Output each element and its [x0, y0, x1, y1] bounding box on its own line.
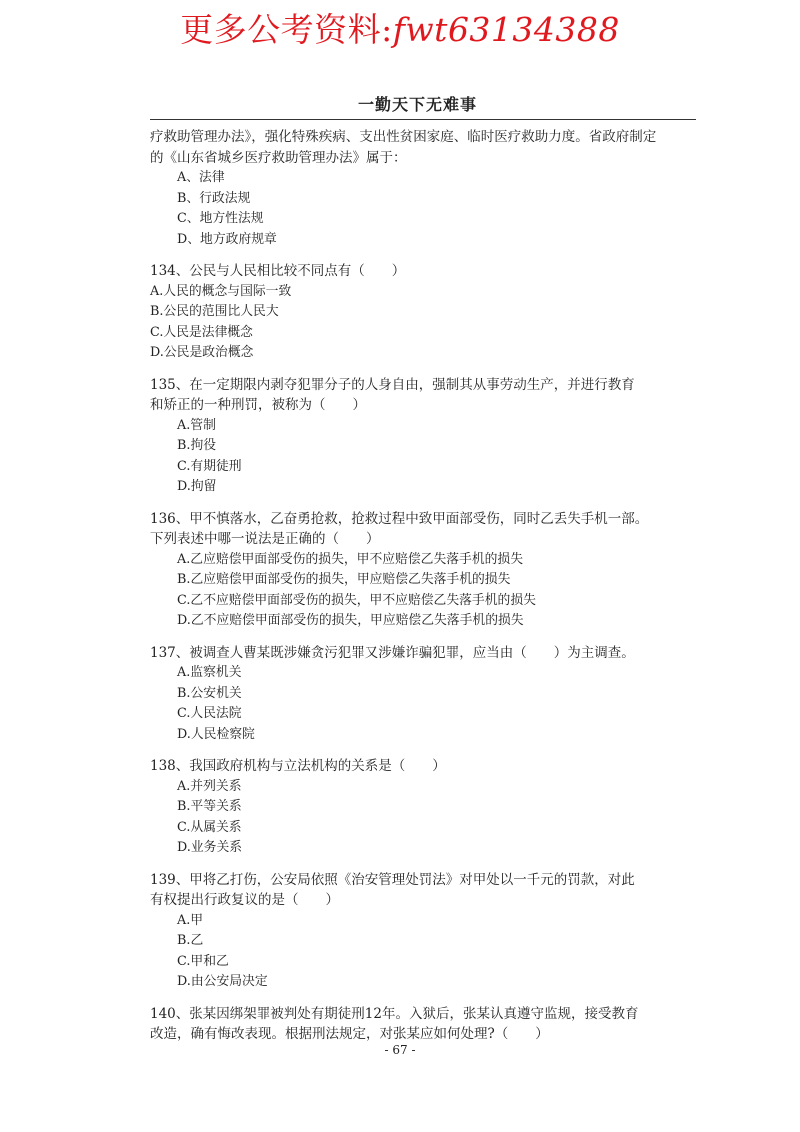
- header-divider: [150, 119, 696, 120]
- question-stem: 139、甲将乙打伤，公安局依照《治安管理处罚法》对甲处以一千元的罚款，对此: [150, 871, 635, 888]
- option: C.甲和乙: [177, 953, 229, 969]
- option: D.乙不应赔偿甲面部受伤的损失，甲应赔偿乙失落手机的损失: [177, 613, 524, 628]
- option: A、法律: [177, 170, 225, 185]
- option: A.并列关系: [177, 778, 242, 794]
- option: D.业务关系: [177, 840, 243, 855]
- question-stem: 136、甲不慎落水，乙奋勇抢救，抢救过程中致甲面部受伤，同时乙丢失手机一部。: [150, 510, 649, 527]
- watermark-id: fwt63134388: [392, 10, 620, 49]
- option: A.人民的概念与国际一致: [150, 283, 292, 299]
- option: B.乙: [177, 933, 204, 948]
- option: C.人民法院: [177, 706, 242, 721]
- question-136: [150, 509, 698, 632]
- intro-line: 的《山东省城乡医疗救助管理办法》属于：: [150, 149, 407, 166]
- question-stem: 134、公民与人民相比较不同点有（ ）: [150, 263, 406, 279]
- option: D.拘留: [177, 479, 217, 494]
- page-header-title: 一勤天下无难事: [358, 95, 478, 114]
- option: B、行政法规: [177, 190, 251, 206]
- watermark-banner: [0, 4, 800, 51]
- option: C.从属关系: [177, 819, 242, 835]
- option: A.甲: [177, 912, 204, 928]
- question-139: [150, 870, 698, 993]
- option: C.乙不应赔偿甲面部受伤的损失，甲不应赔偿乙失落手机的损失: [177, 592, 536, 608]
- question-134: [150, 261, 698, 364]
- option: A.管制: [177, 417, 216, 433]
- question-stem: 改造，确有悔改表现。根据刑法规定，对张某应如何处理?（ ）: [150, 1026, 549, 1042]
- question-stem: 135、在一定期限内剥夺犯罪分子的人身自由，强制其从事劳动生产，并进行教育: [150, 376, 635, 393]
- option: A.监察机关: [177, 665, 242, 680]
- question-140: [150, 1004, 698, 1045]
- option: B.乙应赔偿甲面部受伤的损失，甲应赔偿乙失落手机的损失: [177, 572, 511, 587]
- question-stem: 有权提出行政复议的是（ ）: [150, 892, 339, 908]
- question-stem: 137、被调查人曹某既涉嫌贪污犯罪又涉嫌诈骗犯罪，应当由（ ）为主调查。: [150, 644, 635, 661]
- intro-line: 疗救助管理办法》，强化特殊疾病、支出性贫困家庭、临时医疗救助力度。省政府制定: [150, 129, 657, 145]
- document-body: [150, 127, 698, 1045]
- option: A.乙应赔偿甲面部受伤的损失，甲不应赔偿乙失落手机的损失: [177, 551, 524, 567]
- option: B.公民的范围比人民大: [150, 304, 279, 319]
- question-stem: 和矫正的一种刑罚，被称为（ ）: [150, 397, 366, 413]
- option: B.拘役: [177, 438, 217, 453]
- question-stem: 下列表述中哪一说法是正确的（ ）: [150, 531, 380, 547]
- option: C、地方性法规: [177, 211, 264, 226]
- watermark-prefix: 更多公考资料:: [180, 10, 393, 49]
- question-137: [150, 643, 698, 746]
- option: C.有期徒刑: [177, 458, 242, 474]
- option: B.平等关系: [177, 799, 242, 814]
- option: B.公安机关: [177, 685, 242, 701]
- option: D.由公安局决定: [177, 974, 268, 989]
- option: C.人民是法律概念: [150, 324, 253, 340]
- question-stem: 138、我国政府机构与立法机构的关系是（ ）: [150, 758, 446, 774]
- option: D.人民检察院: [177, 726, 255, 742]
- option: D.公民是政治概念: [150, 345, 254, 360]
- option: D、地方政府规章: [177, 231, 277, 247]
- question-stem: 140、张某因绑架罪被判处有期徒刑12年。入狱后，张某认真遵守监规，接受教育: [150, 1005, 639, 1022]
- question-138: [150, 756, 698, 859]
- intro-question: [150, 127, 698, 250]
- page-number: - 67 -: [384, 1043, 416, 1057]
- question-135: [150, 375, 698, 498]
